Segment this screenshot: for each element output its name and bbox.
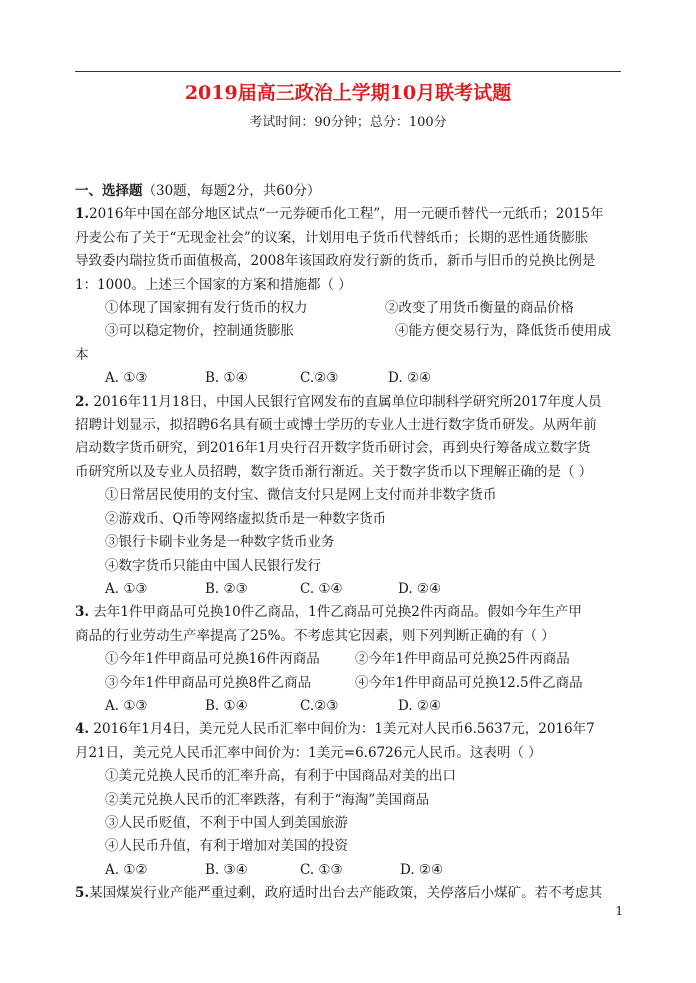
question-line: 启动数字货币研究，到2016年1月央行召开数字货币研讨会，再到央行筹备成立数字货	[75, 440, 591, 457]
answer-options	[75, 367, 623, 390]
statement: ③可以稳定物价，控制通货膨胀	[105, 323, 294, 340]
option-a: A. ①②	[105, 861, 148, 878]
option-b: B. ③④	[205, 861, 248, 878]
statement: ②今年1件甲商品可兑换25件丙商品	[355, 651, 570, 668]
question-1	[75, 203, 623, 390]
statement: ③银行卡刷卡业务是一种数字货币业务	[105, 534, 335, 551]
statement-row	[75, 672, 623, 695]
section-note: （30题，每题2分，共60分）	[142, 183, 321, 199]
statement: ②游戏币、Q币等网络虚拟货币是一种数字货币	[105, 510, 387, 527]
question-text: 某国煤炭行业产能严重过剩，政府适时出台去产能政策，关停落后小煤矿。若不考虑其	[89, 885, 603, 902]
answer-options	[75, 695, 623, 718]
option-c: C.②③	[300, 370, 339, 387]
statement-row	[75, 648, 623, 671]
question-line: 丹麦公布了关于“无现金社会”的议案，计划用电子货币代替纸币；长期的恶性通货膨胀	[75, 229, 589, 246]
answer-options	[75, 859, 623, 882]
question-2	[75, 391, 623, 602]
option-c: C.②③	[300, 697, 339, 714]
statement: ④数字货币只能由中国人民银行发行	[105, 557, 321, 574]
statement: ②改变了用货币衡量的商品价格	[385, 300, 574, 317]
exam-meta: 考试时间：90分钟；总分：100分	[249, 115, 447, 130]
statement: ④今年1件甲商品可兑换12.5件乙商品	[355, 674, 583, 691]
section-heading	[75, 180, 623, 203]
question-5	[75, 882, 623, 905]
statement: ①体现了国家拥有发行货币的权力	[105, 300, 308, 317]
statement: ③今年1件甲商品可兑换8件乙商品	[105, 674, 312, 691]
question-3	[75, 601, 623, 718]
question-line	[75, 882, 623, 905]
statement: ④能方便交易行为，降低货币使用成	[395, 323, 611, 340]
statement: ②美元兑换人民币的汇率跌落，有利于“海淘”美国商品	[105, 791, 430, 808]
question-line	[75, 718, 623, 741]
question-number: 2.	[75, 393, 90, 410]
question-number: 3.	[75, 604, 90, 621]
option-b: B. ②③	[205, 580, 248, 597]
option-b: B. ①④	[205, 370, 248, 387]
question-text: 去年1件甲商品可兑换10件乙商品，1件乙商品可兑换2件丙商品。假如今年生产甲	[89, 604, 582, 621]
question-line: 1：1000。上述三个国家的方案和措施都（ ）	[75, 276, 352, 293]
question-text: 2016年中国在部分地区试点“一元券硬币化工程”，用一元硬币替代一元纸币；2015年	[89, 206, 604, 223]
statement: ④人民币升值，有利于增加对美国的投资	[105, 838, 348, 855]
question-line: 本	[75, 346, 89, 363]
section-title: 一、选择题	[75, 183, 143, 199]
option-a: A. ①③	[105, 370, 148, 387]
question-number: 1.	[75, 206, 90, 223]
option-b: B. ①④	[205, 697, 248, 714]
option-d: D. ②④	[398, 580, 442, 597]
option-c: C. ①④	[300, 580, 343, 597]
option-c: C. ①③	[300, 861, 343, 878]
statement: ①今年1件甲商品可兑换16件丙商品	[105, 651, 320, 668]
question-text: 2016年11月18日，中国人民银行官网发布的直属单位印制科学研究所2017年度人员	[89, 393, 602, 410]
header-rule	[75, 71, 621, 72]
option-a: A. ①③	[105, 580, 148, 597]
question-line: 月21日，美元兑人民币汇率中间价为：1美元=6.6726元人民币。这表明（ ）	[75, 744, 542, 761]
page-number: 1	[615, 904, 623, 918]
statement-row	[75, 320, 623, 343]
page-title: 2019届高三政治上学期10月联考试题	[184, 82, 512, 104]
option-d: D. ②④	[398, 697, 442, 714]
answer-options	[75, 578, 623, 601]
question-line	[75, 601, 623, 624]
question-line: 招聘计划显示，拟招聘6名具有硕士或博士学历的专业人士进行数字货币研发。从两年前	[75, 417, 597, 434]
question-4	[75, 718, 623, 882]
question-text: 2016年1月4日，美元兑人民币汇率中间价为：1美元对人民币6.5637元，2016年7	[89, 721, 595, 738]
option-d: D. ②④	[400, 861, 444, 878]
option-a: A. ①③	[105, 697, 148, 714]
question-line	[75, 391, 623, 414]
question-number: 4.	[75, 721, 90, 738]
option-d: D. ②④	[388, 370, 432, 387]
question-line	[75, 203, 623, 226]
question-number: 5.	[75, 885, 90, 902]
question-line: 币研究所以及专业人员招聘，数字货币渐行渐近。关于数字货币以下理解正确的是（ ）	[75, 463, 593, 480]
statement: ①日常居民使用的支付宝、微信支付只是网上支付而并非数字货币	[105, 487, 497, 504]
statement: ①美元兑换人民币的汇率升高，有利于中国商品对美的出口	[105, 768, 456, 785]
question-list	[75, 180, 623, 906]
question-line: 导致委内瑞拉货币面值极高，2008年该国政府发行新的货币，新币与旧币的兑换比例是	[75, 253, 596, 270]
statement-row	[75, 297, 623, 320]
statement: ③人民币贬值，不利于中国人到美国旅游	[105, 814, 348, 831]
question-line: 商品的行业劳动生产率提高了25%。不考虑其它因素，则下列判断正确的有（ ）	[75, 627, 555, 644]
